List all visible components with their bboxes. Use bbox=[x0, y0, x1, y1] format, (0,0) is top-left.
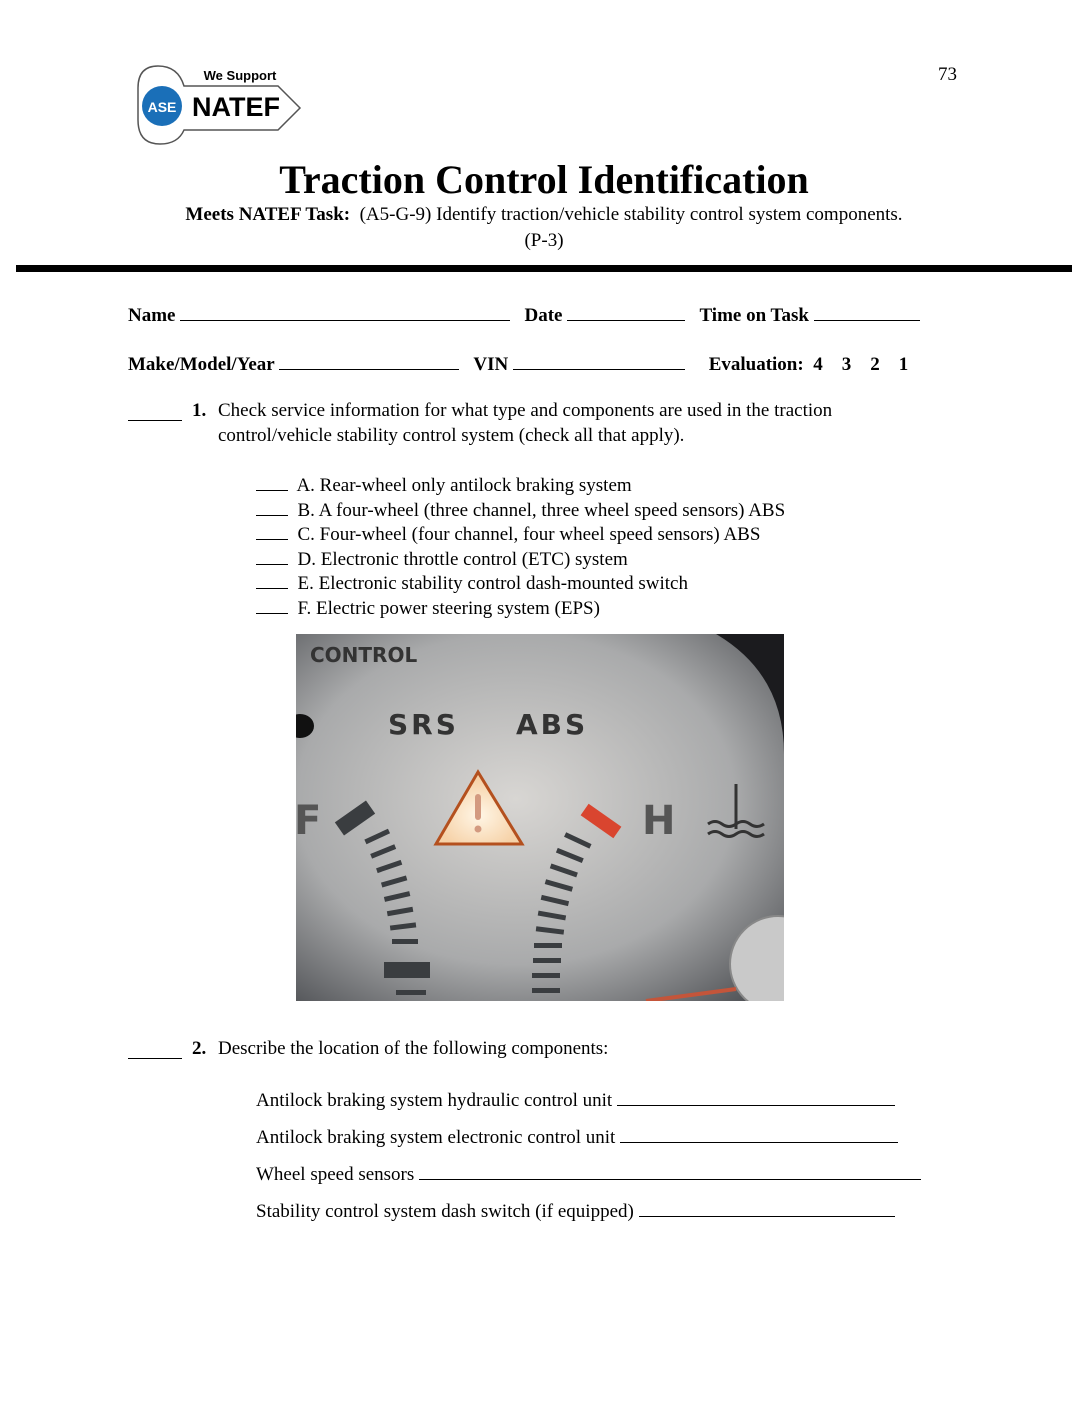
vin-field[interactable] bbox=[513, 351, 685, 370]
make-model-year-field[interactable] bbox=[279, 351, 459, 370]
ase-badge-text: ASE bbox=[147, 99, 177, 115]
item-answer-field[interactable] bbox=[419, 1161, 921, 1180]
date-field[interactable] bbox=[567, 302, 685, 321]
photo-abs-text: ABS bbox=[516, 708, 589, 741]
info-row-1 bbox=[128, 302, 920, 327]
q1-text-line1: Check service information for what type and components are used in the traction bbox=[218, 400, 833, 421]
option-f[interactable] bbox=[256, 597, 785, 622]
item-label: Antilock braking system electronic control unit bbox=[256, 1127, 616, 1148]
name-field[interactable] bbox=[180, 302, 510, 321]
info-row-2 bbox=[128, 351, 908, 376]
q2-answer-blank[interactable] bbox=[128, 1058, 182, 1059]
photo-f-text: F bbox=[296, 798, 322, 844]
option-checkbox[interactable] bbox=[256, 523, 288, 540]
option-checkbox[interactable] bbox=[256, 572, 288, 589]
make-model-year-label: Make/Model/Year bbox=[128, 354, 275, 375]
item-answer-field[interactable] bbox=[620, 1124, 898, 1143]
vin-label: VIN bbox=[473, 354, 509, 375]
option-checkbox[interactable] bbox=[256, 499, 288, 516]
option-label: F. Electric power steering system (EPS) bbox=[297, 597, 600, 619]
option-a[interactable] bbox=[256, 474, 785, 499]
q1-options bbox=[256, 474, 785, 622]
q2-text: Describe the location of the following components: bbox=[218, 1038, 609, 1059]
score-3[interactable]: 3 bbox=[841, 354, 852, 375]
q1-answer-blank[interactable] bbox=[128, 420, 182, 421]
q2-item-stability-switch bbox=[256, 1198, 895, 1223]
task-priority: (P-3) bbox=[524, 230, 564, 251]
dashboard-warning-photo bbox=[296, 634, 784, 1001]
time-on-task-label: Time on Task bbox=[699, 305, 809, 326]
name-label: Name bbox=[128, 305, 176, 326]
option-label: E. Electronic stability control dash-mounted switch bbox=[297, 573, 688, 595]
option-b[interactable] bbox=[256, 499, 785, 524]
time-on-task-field[interactable] bbox=[814, 302, 920, 321]
option-checkbox[interactable] bbox=[256, 474, 288, 491]
q2-item-wheel-speed-sensors bbox=[256, 1161, 921, 1186]
header-divider bbox=[16, 265, 1072, 272]
option-c[interactable] bbox=[256, 523, 785, 548]
option-label: B. A four-wheel (three channel, three wheel speed sensors) ABS bbox=[297, 499, 786, 521]
option-d[interactable] bbox=[256, 548, 785, 573]
photo-h-text: H bbox=[642, 798, 676, 844]
item-answer-field[interactable] bbox=[639, 1198, 895, 1217]
page-title: Traction Control Identification bbox=[279, 157, 809, 202]
q2-number: 2. bbox=[192, 1038, 207, 1059]
q2-item-abs-hcu bbox=[256, 1087, 895, 1112]
logo-main-text: NATEF bbox=[192, 92, 280, 122]
option-label: D. Electronic throttle control (ETC) system bbox=[297, 548, 628, 570]
photo-control-text: CONTROL bbox=[310, 643, 418, 667]
page-number: 73 bbox=[938, 64, 957, 85]
logo-top-text: We Support bbox=[203, 68, 277, 83]
score-4[interactable]: 4 bbox=[813, 354, 823, 375]
task-label: Meets NATEF Task: bbox=[185, 204, 351, 225]
q2-item-abs-ecu bbox=[256, 1124, 898, 1149]
date-label: Date bbox=[524, 305, 563, 326]
item-answer-field[interactable] bbox=[617, 1087, 895, 1106]
option-checkbox[interactable] bbox=[256, 548, 288, 565]
item-label: Wheel speed sensors bbox=[256, 1164, 415, 1185]
option-label: A. Rear-wheel only antilock braking system bbox=[296, 475, 632, 496]
photo-srs-text: SRS bbox=[388, 708, 459, 741]
option-checkbox[interactable] bbox=[256, 597, 288, 614]
option-label: C. Four-wheel (four channel, four wheel speed sensors) ABS bbox=[297, 524, 761, 546]
option-e[interactable] bbox=[256, 572, 785, 597]
natef-logo bbox=[128, 58, 308, 152]
q1-text-line2: control/vehicle stability control system (check all that apply). bbox=[218, 425, 685, 446]
evaluation-label: Evaluation: bbox=[708, 354, 804, 375]
natef-task bbox=[0, 204, 1088, 226]
score-2[interactable]: 2 bbox=[870, 354, 880, 375]
item-label: Antilock braking system hydraulic control unit bbox=[256, 1090, 613, 1111]
task-text: (A5-G-9) Identify traction/vehicle stability control system components. bbox=[359, 204, 903, 225]
q1-number: 1. bbox=[192, 400, 207, 421]
item-label: Stability control system dash switch (if equipped) bbox=[256, 1201, 634, 1222]
score-1[interactable]: 1 bbox=[898, 354, 909, 375]
